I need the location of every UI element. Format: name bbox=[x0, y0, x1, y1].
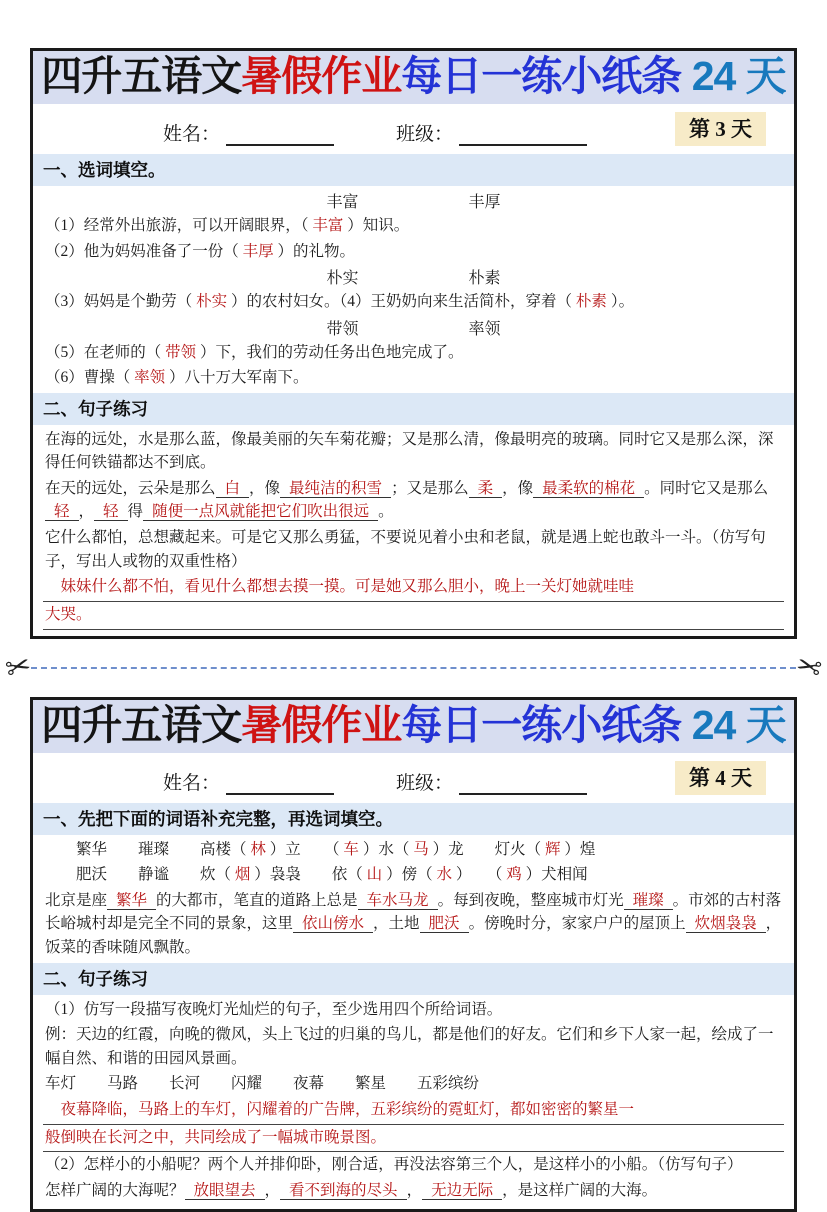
answer-text: 烟 bbox=[234, 866, 251, 884]
name-blank bbox=[226, 124, 334, 146]
title-daily-text: 每日一练小纸条 bbox=[401, 701, 682, 748]
answer-blank: 炊烟袅袅 bbox=[686, 915, 766, 933]
text-segment: ，像 bbox=[249, 479, 281, 497]
text-segment: ）煌 bbox=[560, 840, 596, 858]
answer-blank: 无边无际 bbox=[422, 1182, 502, 1200]
answer-text: 丰厚 bbox=[242, 242, 274, 260]
section-header: 二、句子练习 bbox=[33, 963, 794, 995]
answer-text: 水 bbox=[436, 866, 452, 884]
answer-text: 带领 bbox=[165, 343, 197, 361]
dashed-cut-divider bbox=[31, 667, 796, 669]
day-badge: 第 4 天 bbox=[675, 761, 766, 795]
text-segment: ）袅袅 依（ bbox=[250, 866, 367, 884]
title-grade-text: 四升五语文 bbox=[41, 53, 242, 99]
text-segment: 怎样广阔的大海呢？ bbox=[45, 1181, 185, 1199]
text-segment: 。 bbox=[378, 503, 394, 521]
text-segment: 。市郊的古村落长峪城村却是完全不同的景象，这里 bbox=[45, 891, 782, 933]
text-line bbox=[33, 862, 794, 888]
answer-blank: 轻 bbox=[94, 503, 128, 521]
text-segment: （2）怎样小的小船呢？两个人并排仰卧，刚合适，再没法容第三个人，是这样小的小船。（仿写句子） bbox=[45, 1156, 743, 1174]
worksheet-body bbox=[33, 803, 794, 1210]
worksheet-day-4 bbox=[30, 697, 797, 1212]
answer-text: 山 bbox=[366, 866, 383, 884]
text-segment: ）立 （ bbox=[265, 840, 344, 858]
text-segment: ）龙 灯火（ bbox=[428, 840, 545, 858]
text-segment: （3）妈妈是个勤劳（ bbox=[45, 293, 197, 311]
title-homework-text: 暑假作业 bbox=[241, 701, 402, 748]
text-line bbox=[33, 239, 794, 265]
text-segment: ）犬相闻 bbox=[521, 866, 588, 884]
word-bank-item: 率领 bbox=[468, 320, 501, 338]
text-segment: （6）曹操（ bbox=[45, 369, 135, 387]
text-line bbox=[33, 289, 794, 315]
text-segment: 肥沃 静谧 炊（ bbox=[45, 866, 235, 884]
worksheet-title-banner bbox=[33, 700, 794, 753]
answer-line: 夜幕降临，马路上的车灯，闪耀着的广告牌，五彩缤纷的霓虹灯，都如密密的繁星一 bbox=[43, 1097, 784, 1125]
word-bank-item: 带领 bbox=[326, 320, 359, 338]
text-segment: ）。 bbox=[606, 293, 635, 311]
class-blank bbox=[459, 124, 587, 146]
text-segment: （1）经常外出旅游，可以开阔眼界，（ bbox=[45, 217, 313, 235]
student-info-row bbox=[33, 753, 794, 801]
text-segment: （2）他为妈妈准备了一份（ bbox=[45, 242, 243, 260]
section-header: 二、句子练习 bbox=[33, 393, 794, 425]
text-segment: ， bbox=[264, 1181, 281, 1199]
text-segment: 它什么都怕，总想藏起来。可是它又那么勇猛，不要说见着小虫和老鼠，就是遇上蛇也敢斗一斗。（仿写句子，写出人或物的双重性格） bbox=[45, 529, 766, 570]
title-days-count: 24 天 bbox=[681, 53, 786, 99]
text-segment: ）水（ bbox=[358, 840, 414, 858]
class-label: 班级： bbox=[396, 772, 454, 794]
answer-blank: 车水马龙 bbox=[358, 892, 438, 910]
class-label: 班级： bbox=[396, 124, 454, 146]
section-header: 一、选词填空。 bbox=[33, 154, 794, 186]
text-segment: 繁华 璀璨 高楼（ bbox=[45, 840, 251, 858]
text-line bbox=[33, 1022, 794, 1071]
answer-blank: 轻 bbox=[45, 503, 79, 521]
word-bank-item: 朴实 bbox=[326, 270, 359, 288]
answer-line: 大哭。 bbox=[43, 602, 784, 630]
worksheet-body bbox=[33, 154, 794, 636]
student-info-row bbox=[33, 104, 794, 152]
word-bank bbox=[33, 264, 794, 289]
answer-blank: 繁华 bbox=[107, 892, 156, 910]
title-daily-text: 每日一练小纸条 bbox=[401, 53, 682, 99]
text-segment: ；又是那么 bbox=[391, 479, 469, 497]
text-line bbox=[33, 888, 794, 961]
text-segment: ，饭菜的香味随风飘散。 bbox=[45, 915, 782, 956]
text-segment: 得 bbox=[127, 503, 144, 521]
worksheet-title-banner bbox=[33, 51, 794, 104]
answer-text: 朴实 bbox=[196, 293, 228, 311]
answer-blank: 最纯洁的积雪 bbox=[280, 480, 391, 498]
answer-blank: 柔 bbox=[469, 480, 503, 498]
answer-text: 率领 bbox=[134, 369, 166, 387]
text-segment: ）傍（ bbox=[382, 866, 437, 884]
text-line bbox=[33, 837, 794, 863]
answer-blank: 看不到海的尽头 bbox=[280, 1182, 407, 1200]
worksheet-day-3 bbox=[30, 48, 797, 639]
section-header: 一、先把下面的词语补充完整，再选词填空。 bbox=[33, 803, 794, 835]
answer-blank: 随便一点风就能把它们吹出很远 bbox=[143, 503, 378, 521]
text-line bbox=[33, 213, 794, 239]
text-segment: ）下，我们的劳动任务出色地完成了。 bbox=[196, 343, 464, 361]
text-segment: （1）仿写一段描写夜晚灯光灿烂的句子，至少选用四个所给词语。 bbox=[45, 1000, 503, 1018]
text-segment: ）的礼物。 bbox=[273, 242, 356, 260]
answer-blank: 肥沃 bbox=[420, 915, 469, 933]
answer-line: 妹妹什么都不怕，看见什么都想去摸一摸。可是她又那么胆小，晚上一关灯她就哇哇 bbox=[43, 574, 784, 602]
answer-text: 车 bbox=[343, 840, 359, 858]
name-label: 姓名： bbox=[163, 124, 221, 146]
text-segment: 车灯 马路 长河 闪耀 夜幕 繁星 五彩缤纷 bbox=[45, 1075, 480, 1093]
text-segment: 在海的远处，水是那么蓝，像最美丽的矢车菊花瓣；又是那么清，像最明亮的玻璃。同时它又是那么深，深得任何铁锚都达不到底。 bbox=[45, 430, 774, 472]
text-line bbox=[33, 365, 794, 391]
word-bank bbox=[33, 188, 794, 213]
text-segment: 的大都市，笔直的道路上总是 bbox=[156, 891, 358, 909]
name-blank bbox=[226, 773, 334, 795]
answer-blank: 依山傍水 bbox=[293, 915, 373, 933]
text-line bbox=[33, 476, 794, 525]
text-line bbox=[33, 427, 794, 476]
answer-text: 朴素 bbox=[575, 293, 607, 311]
answer-blank: 白 bbox=[216, 480, 250, 498]
text-line bbox=[33, 997, 794, 1023]
name-label: 姓名： bbox=[163, 772, 221, 794]
word-bank bbox=[33, 315, 794, 340]
answer-blank: 璀璨 bbox=[624, 892, 673, 910]
text-segment: 在天的远处，云朵是那么 bbox=[45, 479, 216, 497]
text-segment: ） （ bbox=[451, 866, 507, 884]
answer-blank: 放眼望去 bbox=[185, 1182, 265, 1200]
text-line bbox=[33, 340, 794, 366]
answer-text: 鸡 bbox=[506, 866, 522, 884]
text-segment: ）八十万大军南下。 bbox=[165, 369, 309, 387]
title-grade-text: 四升五语文 bbox=[41, 701, 242, 748]
text-segment: ，像 bbox=[502, 479, 534, 497]
text-line bbox=[33, 1152, 794, 1178]
answer-blank: 最柔软的棉花 bbox=[533, 480, 644, 498]
text-segment: ，是这样广阔的大海。 bbox=[502, 1181, 658, 1199]
text-line bbox=[33, 525, 794, 574]
text-segment: 。每到夜晚，整座城市灯光 bbox=[437, 891, 624, 909]
cut-line bbox=[0, 639, 827, 697]
day-badge: 第 3 天 bbox=[675, 112, 766, 146]
scissors-icon: ✂ bbox=[792, 648, 825, 687]
text-segment: （5）在老师的（ bbox=[45, 343, 166, 361]
text-segment: ，土地 bbox=[373, 915, 420, 933]
text-segment: 。傍晚时分，家家户户的屋顶上 bbox=[468, 915, 686, 933]
text-line bbox=[33, 1178, 794, 1204]
text-segment: ）知识。 bbox=[343, 217, 410, 235]
answer-text: 辉 bbox=[544, 840, 561, 858]
title-days-count: 24 天 bbox=[681, 701, 786, 748]
class-blank bbox=[459, 773, 587, 795]
answer-line: 般倒映在长河之中，共同绘成了一幅城市晚景图。 bbox=[43, 1125, 784, 1153]
scissors-icon: ✂ bbox=[2, 648, 35, 687]
text-segment: 。同时它又是那么 bbox=[644, 479, 769, 497]
word-bank-item: 朴素 bbox=[468, 270, 501, 288]
text-line bbox=[33, 1071, 794, 1097]
answer-text: 丰富 bbox=[312, 217, 344, 235]
title-homework-text: 暑假作业 bbox=[241, 53, 402, 99]
text-segment: ， bbox=[78, 503, 95, 521]
text-segment: ）的农村妇女。（4）王奶奶向来生活简朴，穿着（ bbox=[227, 293, 576, 311]
answer-text: 马 bbox=[413, 840, 429, 858]
answer-text: 林 bbox=[250, 840, 266, 858]
text-segment: ， bbox=[406, 1181, 423, 1199]
text-segment: 北京是座 bbox=[45, 891, 108, 909]
text-segment: 例：天边的红霞，向晚的微风，头上飞过的归巢的鸟儿，都是他们的好友。它们和乡下人家一起，绘成了一幅自然、和谐的田园风景画。 bbox=[45, 1026, 774, 1067]
word-bank-item: 丰厚 bbox=[468, 194, 501, 212]
word-bank-item: 丰富 bbox=[326, 194, 359, 212]
